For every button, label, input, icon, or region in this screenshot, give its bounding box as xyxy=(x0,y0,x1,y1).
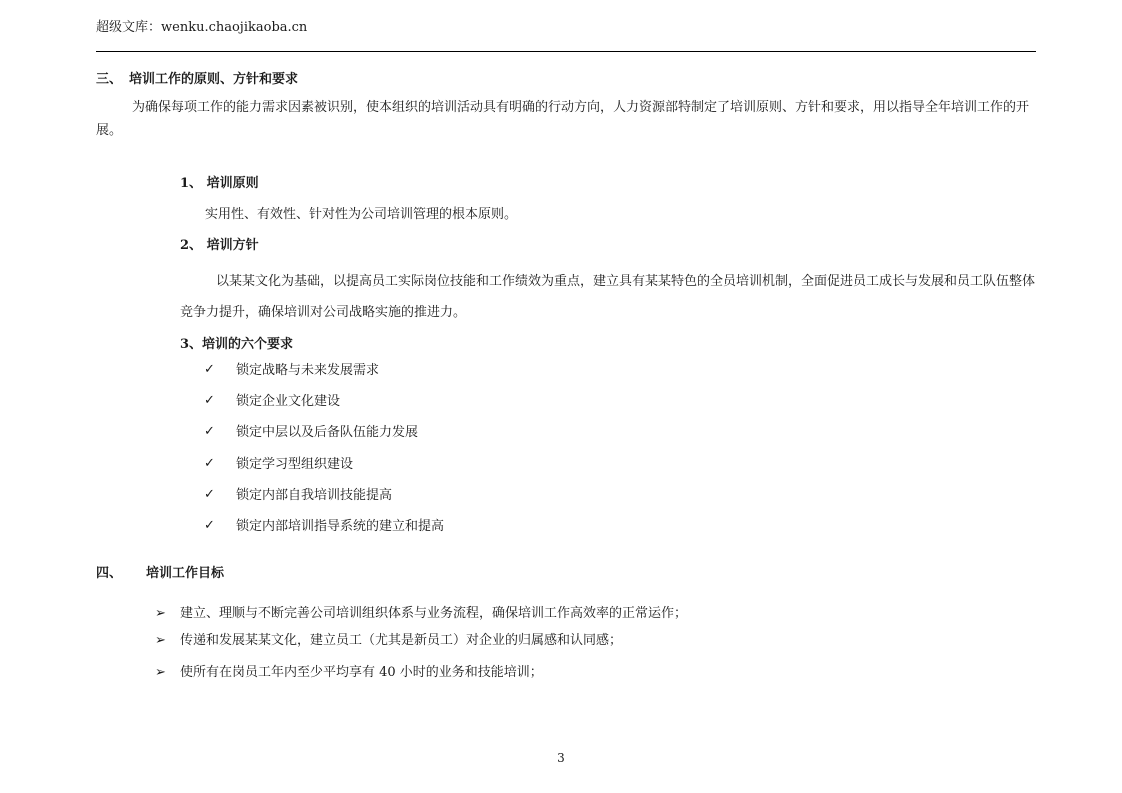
goal-item: 使所有在岗员工年内至少平均享有 40 小时的业务和技能培训； xyxy=(180,665,543,680)
page-header: 超级文库：wenku.chaojikaoba.cn xyxy=(96,20,308,35)
requirement-item: 锁定内部培训指导系统的建立和提高 xyxy=(236,519,445,534)
requirement-item: 锁定学习型组织建设 xyxy=(236,457,354,472)
requirements-heading: 3、培训的六个要求 xyxy=(180,337,294,352)
arrow-bullet-icon: ➢ xyxy=(155,633,166,648)
header-divider xyxy=(96,51,1036,52)
requirement-item: 锁定企业文化建设 xyxy=(236,394,341,409)
section-3-title: 培训工作的原则、方针和要求 xyxy=(129,72,299,87)
requirement-item: 锁定战略与未来发展需求 xyxy=(236,363,380,378)
section-4-number: 四、 xyxy=(96,566,123,581)
section-4-title: 培训工作目标 xyxy=(146,566,225,581)
section-3-number: 三、 xyxy=(96,72,123,87)
requirement-item: 锁定中层以及后备队伍能力发展 xyxy=(236,425,419,440)
check-icon: ✓ xyxy=(204,456,215,471)
principle-heading: 1、 培训原则 xyxy=(180,176,259,191)
goal-item: 传递和发展某某文化，建立员工（尤其是新员工）对企业的归属感和认同感； xyxy=(180,633,623,648)
policy-heading: 2、 培训方针 xyxy=(180,238,259,253)
section-3-intro: 为确保每项工作的能力需求因素被识别，使本组织的培训活动具有明确的行动方向，人力资源部特制定了培训原则、方针和要求，用以指导全年培训工作的开展。 xyxy=(96,100,1030,138)
policy-text: 以某某文化为基础，以提高员工实际岗位技能和工作绩效为重点，建立具有某某特色的全员培训机制，全面促进员工成长与发展和员工队伍整体竞争力提升，确保培训对公司战略实施的推进力。 xyxy=(180,274,1036,320)
page-number: 3 xyxy=(557,751,565,765)
arrow-bullet-icon: ➢ xyxy=(155,606,166,621)
check-icon: ✓ xyxy=(204,362,215,377)
check-icon: ✓ xyxy=(204,487,215,502)
goal-item: 建立、理顺与不断完善公司培训组织体系与业务流程，确保培训工作高效率的正常运作； xyxy=(180,606,688,621)
principle-text: 实用性、有效性、针对性为公司培训管理的根本原则。 xyxy=(205,207,518,222)
check-icon: ✓ xyxy=(204,393,215,408)
arrow-bullet-icon: ➢ xyxy=(155,665,166,680)
check-icon: ✓ xyxy=(204,518,215,533)
check-icon: ✓ xyxy=(204,424,215,439)
requirement-item: 锁定内部自我培训技能提高 xyxy=(236,488,393,503)
